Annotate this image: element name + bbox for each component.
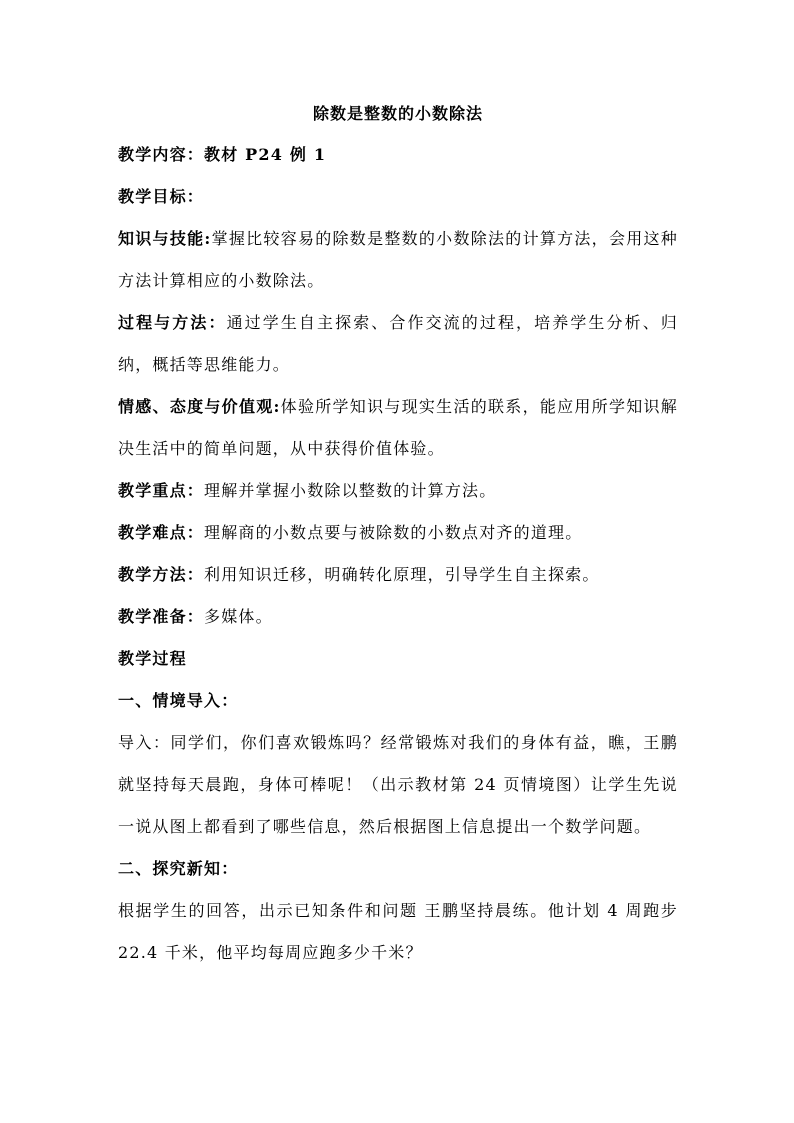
difficulty-text: 理解商的小数点要与被除数的小数点对齐的道理。 [204, 523, 583, 542]
difficulty [118, 512, 678, 554]
teaching-content-label: 教学内容： [118, 145, 205, 164]
section1-text: 导入：同学们，你们喜欢锻炼吗？经常锻炼对我们的身体有益，瞧，王鹏就坚持每天晨跑，身体可棒呢！（出示教材第 24 页情境图）让学生先说一说从图上都看到了哪些信息，然后根据图上信息提出一个数学问题。 [118, 733, 678, 836]
process-text: 通过学生自主探索、合作交流的过程，培养学生分析、归纳，概括等思维能力。 [118, 313, 678, 374]
process-label: 过程与方法： [118, 313, 227, 332]
section1-heading: 一、情境导入： [118, 691, 239, 710]
preparation-label: 教学准备： [118, 607, 205, 626]
document-title: 除数是整数的小数除法 [312, 104, 483, 123]
process-heading: 教学过程 [118, 649, 187, 668]
method-label: 教学方法： [118, 565, 205, 584]
knowledge-label: 知识与技能: [118, 229, 212, 248]
teaching-content [118, 134, 678, 176]
teaching-content-text: 教材 P24 例 1 [204, 145, 327, 164]
emotion-objective [118, 386, 678, 470]
knowledge-objective [118, 218, 678, 302]
knowledge-text: 掌握比较容易的除数是整数的小数除法的计算方法，会用这种方法计算相应的小数除法。 [118, 229, 678, 290]
difficulty-label: 教学难点： [118, 523, 205, 542]
process-objective [118, 302, 678, 386]
method [118, 554, 678, 596]
objectives-heading: 教学目标： [118, 187, 205, 206]
emotion-text: 体验所学知识与现实生活的联系，能应用所学知识解决生活中的简单问题，从中获得价值体验。 [118, 397, 678, 458]
key-point-text: 理解并掌握小数除以整数的计算方法。 [204, 481, 497, 500]
emotion-label: 情感、态度与价值观: [118, 397, 281, 416]
preparation-text: 多媒体。 [204, 607, 273, 626]
key-point [118, 470, 678, 512]
method-text: 利用知识迁移，明确转化原理，引导学生自主探索。 [204, 565, 600, 584]
section2-text: 根据学生的回答，出示已知条件和问题 王鹏坚持晨练。他计划 4 周跑步 22.4 千米，他平均每周应跑多少千米？ [118, 901, 678, 962]
preparation [118, 596, 678, 638]
section2-heading: 二、探究新知： [118, 859, 239, 878]
document-page [118, 100, 678, 974]
key-point-label: 教学重点： [118, 481, 205, 500]
